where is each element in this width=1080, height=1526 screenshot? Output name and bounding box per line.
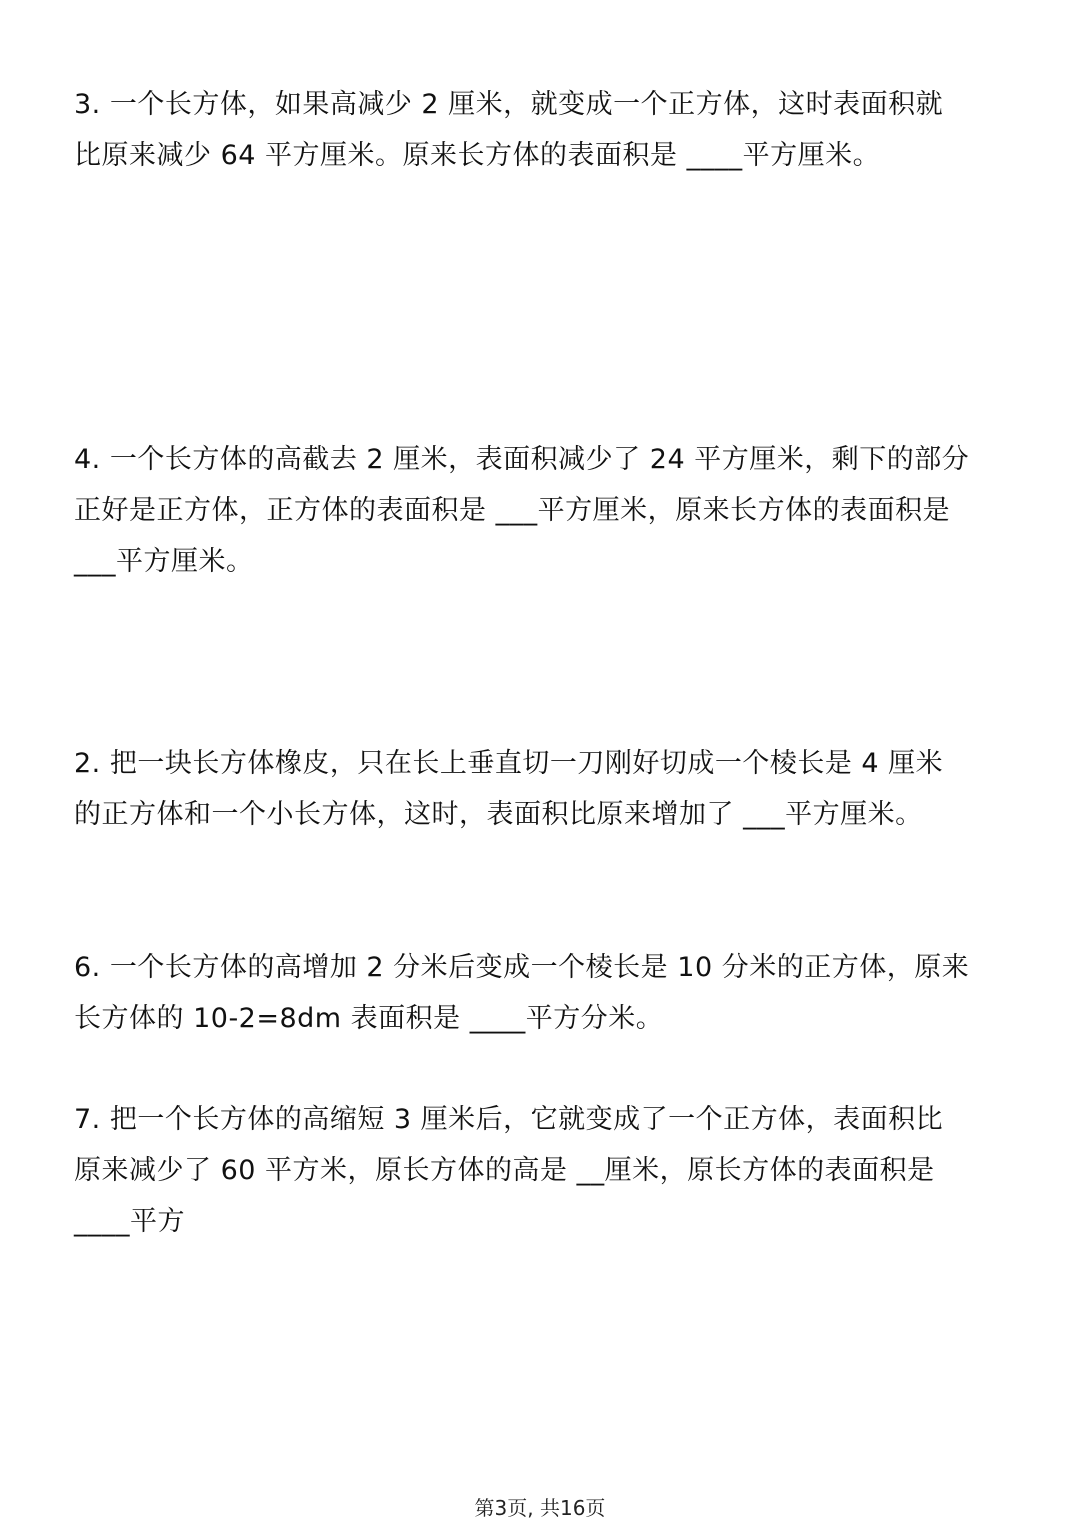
question-2: [74, 738, 1014, 840]
question-3-line-1: 3. 一个长方体，如果高减少 2 厘米，就变成一个正方体，这时表面积就: [74, 89, 944, 120]
question-7-line-3: ____平方: [74, 1206, 185, 1237]
question-3: [74, 79, 1014, 181]
question-6-line-2: 长方体的 10-2=8dm 表面积是 ____平方分米。: [74, 1003, 664, 1034]
question-3-line-2: 比原来减少 64 平方厘米。原来长方体的表面积是 ____平方厘米。: [74, 140, 881, 171]
question-4-line-3: ___平方厘米。: [74, 546, 254, 577]
question-6-line-1: 6. 一个长方体的高增加 2 分米后变成一个棱长是 10 分米的正方体，原来: [74, 952, 970, 983]
question-4-line-1: 4. 一个长方体的高截去 2 厘米，表面积减少了 24 平方厘米，剩下的部分: [74, 444, 970, 475]
question-2-line-2: 的正方体和一个小长方体，这时，表面积比原来增加了 ___平方厘米。: [74, 799, 923, 830]
question-4-line-2: 正好是正方体，正方体的表面积是 ___平方厘米，原来长方体的表面积是: [74, 495, 951, 526]
question-6: [74, 942, 1014, 1044]
question-4: [74, 434, 1014, 587]
page-number: 第3页, 共16页: [474, 1496, 606, 1520]
question-7: [74, 1094, 1014, 1247]
question-7-line-1: 7. 把一个长方体的高缩短 3 厘米后，它就变成了一个正方体，表面积比: [74, 1104, 944, 1135]
question-7-line-2: 原来减少了 60 平方米，原长方体的高是 __厘米，原长方体的表面积是: [74, 1155, 935, 1186]
question-2-line-1: 2. 把一块长方体橡皮，只在长上垂直切一刀刚好切成一个棱长是 4 厘米: [74, 748, 944, 779]
